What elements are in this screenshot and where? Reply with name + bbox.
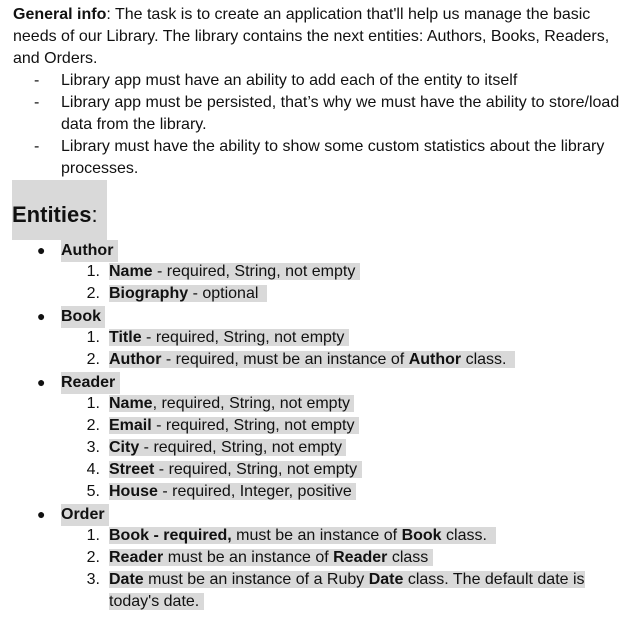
entity-name: Order	[61, 506, 105, 523]
field-desc: must be an instance of a Ruby	[143, 571, 369, 588]
requirement-text: Library must have the ability to show some custom statistics about the library processes.	[61, 138, 605, 177]
bullet-dot: ●	[37, 308, 46, 324]
dash-marker: -	[34, 94, 40, 111]
field-item	[80, 547, 433, 569]
intro-text: : The task is to create an application that'll help us manage the basic needs of our Library. The library contains the next entities: Authors, Books, Readers, and Orders.	[13, 6, 610, 67]
field-number: 2.	[86, 285, 100, 302]
entity-name: Book	[61, 308, 101, 325]
entities-heading-text: Entities	[12, 202, 92, 227]
field-number: 2.	[86, 549, 100, 566]
field-item	[80, 327, 349, 349]
field-number: 1.	[86, 329, 100, 346]
bullet-dot: ●	[37, 506, 46, 522]
bullet-dot: ●	[37, 374, 46, 390]
field-tail: class. The default date is today's date.	[109, 571, 585, 610]
field-desc: - required, String, not empty	[154, 461, 358, 478]
field-desc: must be an instance of	[231, 527, 402, 544]
field-desc: , required, String, not empty	[152, 395, 351, 412]
field-item	[80, 415, 359, 437]
field-name: Book - required,	[109, 527, 232, 544]
field-number: 4.	[86, 461, 100, 478]
entity-book	[37, 305, 105, 327]
field-desc: - required, Integer, positive	[157, 483, 352, 500]
intro-paragraph	[13, 4, 625, 70]
field-ref: Book	[401, 527, 442, 544]
entity-order	[37, 503, 109, 525]
field-name: Date	[109, 571, 144, 588]
entity-author	[37, 239, 118, 261]
field-desc: must be an instance of	[163, 549, 334, 566]
field-tail: class.	[441, 527, 487, 544]
field-ref: Reader	[333, 549, 388, 566]
field-number: 1.	[86, 395, 100, 412]
field-number: 2.	[86, 351, 100, 368]
field-item	[80, 393, 354, 415]
entities-heading-colon: :	[91, 202, 98, 227]
field-number: 5.	[86, 483, 100, 500]
field-item	[80, 283, 267, 305]
field-number: 3.	[86, 439, 100, 456]
field-desc: - optional	[188, 285, 259, 302]
requirement-item	[34, 70, 624, 92]
field-name: Title	[109, 329, 142, 346]
field-name: Name	[109, 263, 153, 280]
field-number: 2.	[86, 417, 100, 434]
field-item	[80, 525, 496, 547]
field-number: 1.	[86, 527, 100, 544]
entity-reader	[37, 371, 120, 393]
field-number: 3.	[86, 571, 100, 588]
intro-label: General info	[13, 6, 107, 23]
field-desc: - required, String, not empty	[139, 439, 342, 456]
bullet-dot: ●	[37, 242, 46, 258]
field-name: City	[109, 439, 140, 456]
field-tail: class.	[461, 351, 507, 368]
dash-marker: -	[34, 138, 40, 155]
field-name: House	[109, 483, 158, 500]
field-name: Author	[109, 351, 162, 368]
requirement-text: Library app must have an ability to add each of the entity to itself	[61, 72, 518, 89]
field-name: Name	[109, 395, 153, 412]
field-desc: - required, String, not empty	[141, 329, 345, 346]
field-tail: class	[387, 549, 429, 566]
field-desc: - required, String, not empty	[152, 263, 356, 280]
field-name: Biography	[109, 285, 189, 302]
field-item	[80, 261, 360, 283]
requirement-item	[34, 92, 624, 136]
field-name: Email	[109, 417, 152, 434]
field-name: Street	[109, 461, 155, 478]
entity-name: Reader	[61, 374, 116, 391]
field-item	[80, 349, 515, 371]
field-number: 1.	[86, 263, 100, 280]
field-item	[80, 459, 362, 481]
entities-heading	[12, 180, 107, 240]
field-desc: - required, must be an instance of	[161, 351, 409, 368]
field-name: Reader	[109, 549, 164, 566]
requirement-item	[34, 136, 624, 180]
field-ref: Date	[368, 571, 404, 588]
field-item	[80, 437, 346, 459]
field-desc: - required, String, not empty	[151, 417, 355, 434]
entity-name: Author	[61, 242, 114, 259]
field-item	[80, 569, 590, 613]
requirement-text: Library app must be persisted, that’s why we must have the ability to store/load data from the library.	[61, 94, 620, 133]
field-ref: Author	[408, 351, 462, 368]
field-item	[80, 481, 356, 503]
dash-marker: -	[34, 72, 40, 89]
